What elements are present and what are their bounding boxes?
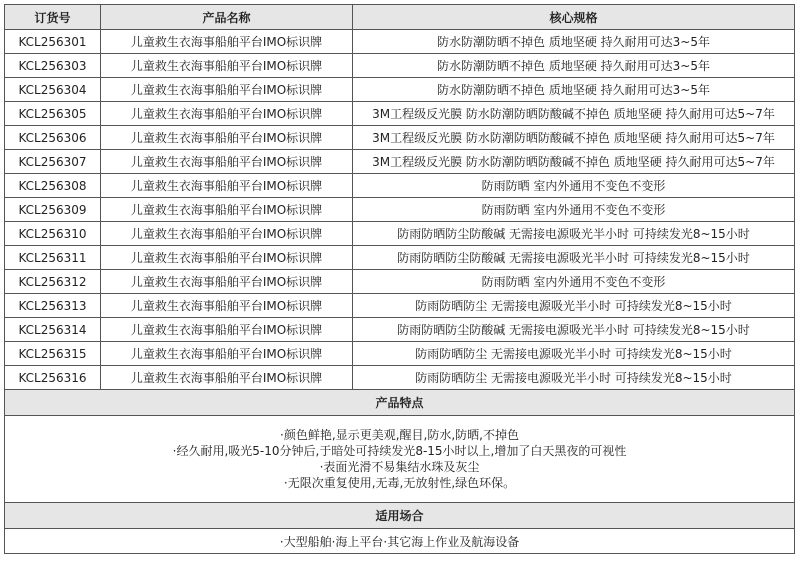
- usage-header-row: [5, 503, 795, 529]
- order-number-cell: KCL256314: [5, 318, 101, 342]
- table-row: [5, 78, 795, 102]
- product-name-cell: 儿童救生衣海事船舶平台IMO标识牌: [101, 246, 353, 270]
- header-order-number: 订货号: [5, 5, 101, 30]
- table-row: [5, 366, 795, 390]
- usage-text: · 大型船舶·海上平台·其它海上作业及航海设备: [5, 533, 794, 550]
- order-number-cell: KCL256310: [5, 222, 101, 246]
- product-name-cell: 儿童救生衣海事船舶平台IMO标识牌: [101, 366, 353, 390]
- core-spec-cell: 防雨防晒防尘防酸碱 无需接电源吸光半小时 可持续发光8~15小时: [353, 246, 795, 270]
- order-number-cell: KCL256311: [5, 246, 101, 270]
- header-core-spec: 核心规格: [353, 5, 795, 30]
- table-row: [5, 30, 795, 54]
- features-list: [5, 416, 795, 503]
- product-name-cell: 儿童救生衣海事船舶平台IMO标识牌: [101, 78, 353, 102]
- usage-title: 适用场合: [5, 503, 795, 529]
- product-name-cell: 儿童救生衣海事船舶平台IMO标识牌: [101, 294, 353, 318]
- product-name-cell: 儿童救生衣海事船舶平台IMO标识牌: [101, 102, 353, 126]
- core-spec-cell: 防雨防晒防尘防酸碱 无需接电源吸光半小时 可持续发光8~15小时: [353, 318, 795, 342]
- core-spec-cell: 防雨防晒 室内外通用不变色不变形: [353, 270, 795, 294]
- core-spec-cell: 防雨防晒防尘防酸碱 无需接电源吸光半小时 可持续发光8~15小时: [353, 222, 795, 246]
- product-name-cell: 儿童救生衣海事船舶平台IMO标识牌: [101, 54, 353, 78]
- table-row: [5, 174, 795, 198]
- core-spec-cell: 防雨防晒防尘 无需接电源吸光半小时 可持续发光8~15小时: [353, 366, 795, 390]
- feature-item: · 经久耐用,吸光5-10分钟后,于暗处可持续发光8-15小时以上,增加了白天黑夜的可视性: [5, 443, 794, 459]
- product-name-cell: 儿童救生衣海事船舶平台IMO标识牌: [101, 126, 353, 150]
- order-number-cell: KCL256316: [5, 366, 101, 390]
- order-number-cell: KCL256308: [5, 174, 101, 198]
- order-number-cell: KCL256307: [5, 150, 101, 174]
- order-number-cell: KCL256303: [5, 54, 101, 78]
- core-spec-cell: 3M工程级反光膜 防水防潮防晒防酸碱不掉色 质地坚硬 持久耐用可达5~7年: [353, 150, 795, 174]
- product-name-cell: 儿童救生衣海事船舶平台IMO标识牌: [101, 174, 353, 198]
- table-row: [5, 150, 795, 174]
- core-spec-cell: 防水防潮防晒不掉色 质地坚硬 持久耐用可达3~5年: [353, 54, 795, 78]
- product-name-cell: 儿童救生衣海事船舶平台IMO标识牌: [101, 198, 353, 222]
- spec-table: [4, 4, 795, 554]
- feature-item: · 无限次重复使用,无毒,无放射性,绿色环保。: [5, 475, 794, 491]
- usage-cell: [5, 529, 795, 554]
- order-number-cell: KCL256304: [5, 78, 101, 102]
- core-spec-cell: 防水防潮防晒不掉色 质地坚硬 持久耐用可达3~5年: [353, 78, 795, 102]
- features-title: 产品特点: [5, 390, 795, 416]
- table-row: [5, 126, 795, 150]
- usage-body-row: [5, 529, 795, 554]
- table-row: [5, 342, 795, 366]
- spec-sheet: [4, 4, 794, 554]
- table-row: [5, 222, 795, 246]
- core-spec-cell: 3M工程级反光膜 防水防潮防晒防酸碱不掉色 质地坚硬 持久耐用可达5~7年: [353, 126, 795, 150]
- table-row: [5, 246, 795, 270]
- features-header-row: [5, 390, 795, 416]
- product-name-cell: 儿童救生衣海事船舶平台IMO标识牌: [101, 150, 353, 174]
- table-row: [5, 198, 795, 222]
- order-number-cell: KCL256313: [5, 294, 101, 318]
- feature-item: · 颜色鲜艳,显示更美观,醒目,防水,防晒,不掉色: [5, 427, 794, 443]
- order-number-cell: KCL256301: [5, 30, 101, 54]
- table-row: [5, 318, 795, 342]
- order-number-cell: KCL256312: [5, 270, 101, 294]
- core-spec-cell: 防雨防晒防尘 无需接电源吸光半小时 可持续发光8~15小时: [353, 342, 795, 366]
- product-name-cell: 儿童救生衣海事船舶平台IMO标识牌: [101, 270, 353, 294]
- table-row: [5, 54, 795, 78]
- product-name-cell: 儿童救生衣海事船舶平台IMO标识牌: [101, 342, 353, 366]
- order-number-cell: KCL256309: [5, 198, 101, 222]
- table-row: [5, 270, 795, 294]
- product-name-cell: 儿童救生衣海事船舶平台IMO标识牌: [101, 30, 353, 54]
- core-spec-cell: 防雨防晒 室内外通用不变色不变形: [353, 198, 795, 222]
- order-number-cell: KCL256305: [5, 102, 101, 126]
- product-name-cell: 儿童救生衣海事船舶平台IMO标识牌: [101, 222, 353, 246]
- core-spec-cell: 3M工程级反光膜 防水防潮防晒防酸碱不掉色 质地坚硬 持久耐用可达5~7年: [353, 102, 795, 126]
- core-spec-cell: 防雨防晒防尘 无需接电源吸光半小时 可持续发光8~15小时: [353, 294, 795, 318]
- order-number-cell: KCL256315: [5, 342, 101, 366]
- feature-item: · 表面光滑不易集结水珠及灰尘: [5, 459, 794, 475]
- product-name-cell: 儿童救生衣海事船舶平台IMO标识牌: [101, 318, 353, 342]
- table-header-row: [5, 5, 795, 30]
- core-spec-cell: 防雨防晒 室内外通用不变色不变形: [353, 174, 795, 198]
- order-number-cell: KCL256306: [5, 126, 101, 150]
- table-row: [5, 294, 795, 318]
- table-row: [5, 102, 795, 126]
- core-spec-cell: 防水防潮防晒不掉色 质地坚硬 持久耐用可达3~5年: [353, 30, 795, 54]
- features-body-row: [5, 416, 795, 503]
- header-product-name: 产品名称: [101, 5, 353, 30]
